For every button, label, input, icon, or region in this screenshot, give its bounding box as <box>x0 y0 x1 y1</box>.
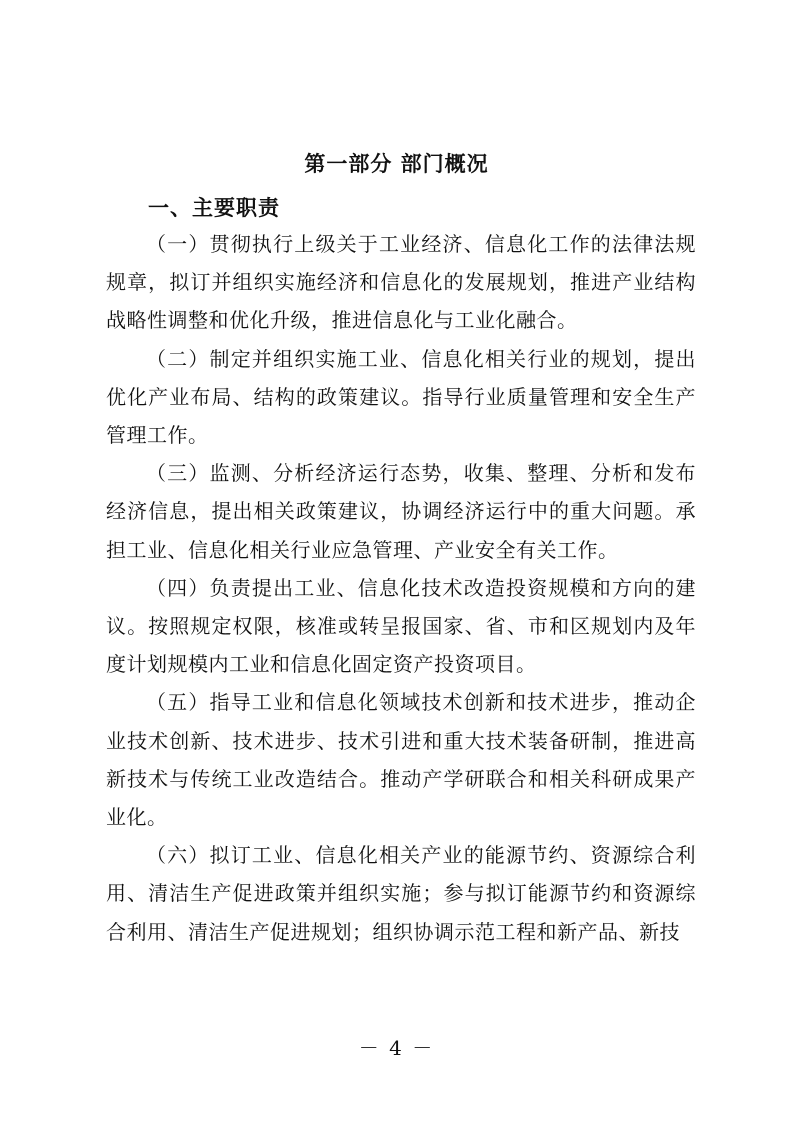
paragraph-2: （二）制定并组织实施工业、信息化相关行业的规划，提出优化产业布局、结构的政策建议。指导行业质量管理和安全生产管理工作。 <box>106 346 696 448</box>
paragraph-5: （五）指导工业和信息化领域技术创新和技术进步，推动企业技术创新、技术进步、技术引进和重大技术装备研制，推进高新技术与传统工业改造结合。推动产学研联合和相关科研成果产业化。 <box>106 690 696 830</box>
page-number: － 4 － <box>358 1036 435 1060</box>
body-text <box>106 225 696 951</box>
paragraph-4: （四）负责提出工业、信息化技术改造投资规模和方向的建议。按照规定权限，核准或转呈报国家、省、市和区规划内及年度计划规模内工业和信息化固定资产投资项目。 <box>106 575 696 677</box>
paragraph-3: （三）监测、分析经济运行态势，收集、整理、分析和发布经济信息，提出相关政策建议，协调经济运行中的重大问题。承担工业、信息化相关行业应急管理、产业安全有关工作。 <box>106 461 696 562</box>
paragraph-6: （六）拟订工业、信息化相关产业的能源节约、资源综合利用、清洁生产促进政策并组织实施；参与拟订能源节约和资源综合利用、清洁生产促进规划；组织协调示范工程和新产品、新技 <box>106 843 696 944</box>
section-heading: 一、主要职责 <box>148 196 280 220</box>
page-title: 第一部分 部门概况 <box>304 152 489 176</box>
paragraph-1: （一）贯彻执行上级关于工业经济、信息化工作的法律法规规章，拟订并组织实施经济和信息化的发展规划，推进产业结构战略性调整和优化升级，推进信息化与工业化融合。 <box>106 232 696 333</box>
